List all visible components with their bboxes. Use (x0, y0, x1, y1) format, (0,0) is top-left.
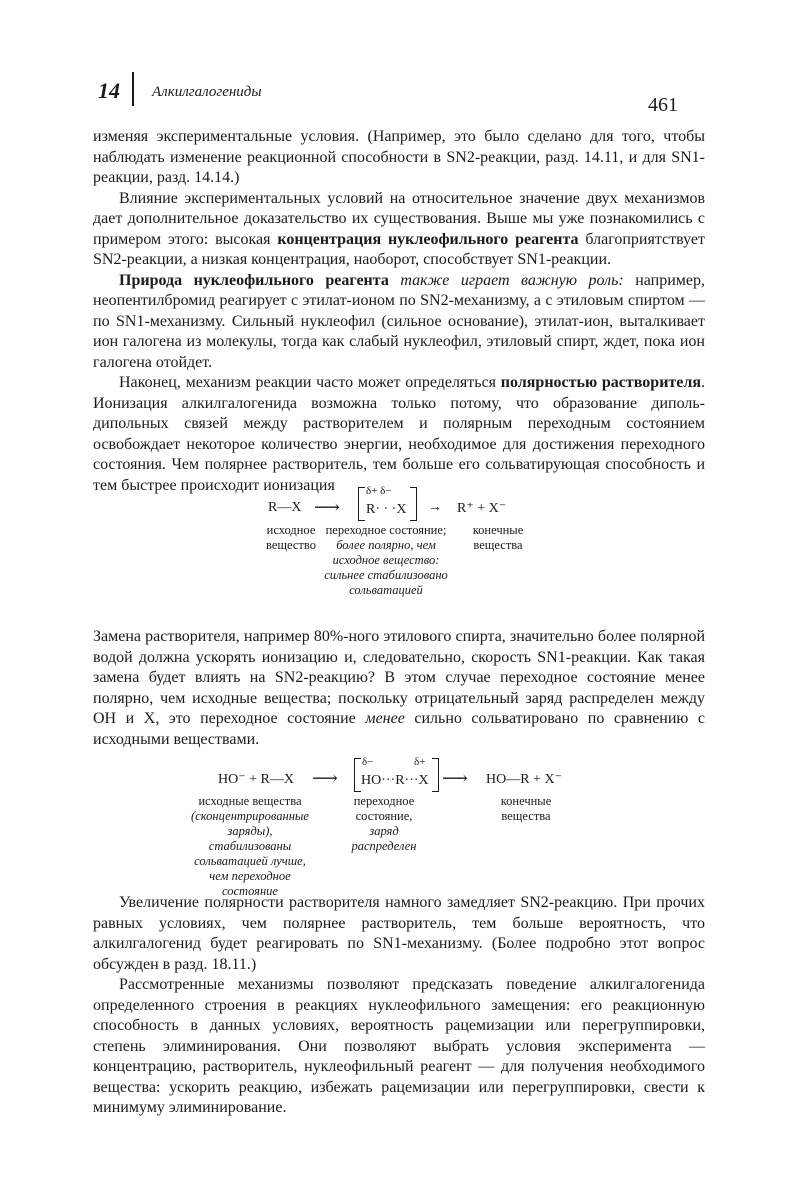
paragraph-4-c: . Ионизация алкилгалогенида возможна только потому, что образование диполь-дипольных связей между растворителем и полярным переходным состоянием освобождает некоторое количество энергии, необходимое для достижения переходного состояния. Чем полярнее растворитель, тем больше его сольватирующая способность и тем быстрее происходит ионизация (93, 374, 706, 494)
paragraph-2 (93, 189, 705, 271)
scheme1-arrow-2: → (428, 500, 442, 515)
scheme2-arrow-2: ⟶ (442, 768, 468, 788)
paragraph-5-italic: менее (365, 710, 405, 727)
scheme1-caption-ts (324, 523, 448, 598)
page-number: 461 (648, 94, 678, 116)
scheme2-bracket-left (354, 758, 361, 792)
chapter-title: Алкилгалогениды (152, 84, 262, 100)
scheme2-ts-charge-left: δ− (362, 756, 374, 768)
scheme1-caption-products: конечные вещества (472, 523, 524, 552)
paragraph-1: изменяя экспериментальные условия. (Например, это было сделано для того, чтобы наблюдать изменение реакционной способности в SN2-реакции, разд. 14.11, и для SN1-реакции, разд. 14.14.) (93, 128, 705, 186)
paragraph-3-bold: Природа нуклеофильного реагента (119, 271, 389, 289)
scheme1-caption-ts-main: переходное состояние; (325, 523, 447, 537)
header-divider (132, 72, 134, 106)
paragraph-2-a: Влияние экспериментальных условий на относительное значение двух механизмов дает дополнительное доказательство их существования. Выше мы уже познакомились с примером этого: высокая (93, 189, 705, 248)
scheme1-caption-ts-note: более полярно, чем исходное вещество: сильнее стабилизовано сольватацией (324, 538, 448, 597)
scheme2-caption-reactants-note: (сконцентрированные заряды), стабилизованы сольватацией лучше, чем переходное состояние (191, 809, 309, 898)
text-block-middle (93, 627, 705, 750)
scheme2-products: HO—R + X⁻ (486, 772, 562, 787)
paragraph-5-c: сильно сольватировано по сравнению с исходными веществами. (93, 710, 706, 748)
scheme2-ts-charge-right: δ+ (414, 756, 426, 768)
scheme1-arrow-1: ⟶ (314, 497, 340, 517)
scheme2-caption-ts (338, 794, 430, 854)
chapter-number: 14 (98, 78, 120, 103)
scheme2-arrow-1: ⟶ (312, 768, 338, 788)
paragraph-2-bold: концентрация нуклеофильного реагента (277, 230, 579, 248)
scheme2-caption-reactants-main: исходные вещества (198, 794, 302, 808)
scheme1-bracket-right (410, 487, 417, 521)
scheme2-reactants: HO⁻ + R—X (218, 772, 294, 787)
scheme1-ts-charges: δ+ δ− (366, 485, 392, 497)
scheme1-caption-reactant: исходное вещество (266, 523, 316, 552)
paragraph-4 (93, 373, 705, 496)
paragraph-3 (93, 271, 705, 374)
paragraph-7: Рассмотренные механизмы позволяют предсказать поведение алкилгалогенида определенного строения в реакциях нуклеофильного замещения: его реакционную способность в данных условиях, вероятность рацемизации или перегруппировки, степень элиминирования. Они позволяют выбрать условия эксперимента — концентрацию, растворитель, нуклеофильный реагент — для получения необходимого вещества: ускорить реакцию, избежать рацемизации или перегруппировки, свести к минимуму элиминирование. (93, 976, 705, 1116)
paragraph-4-a: Наконец, механизм реакции часто может определяться (119, 374, 497, 391)
scheme2-bracket-right (432, 758, 439, 792)
paragraph-3-italic: также играет важную роль: (400, 271, 624, 289)
text-block-bottom (93, 893, 705, 1119)
scheme2-ts-body: HO···R···X (361, 773, 429, 788)
scheme1-ts-body: R· · ·X (366, 502, 407, 517)
paragraph-4-bold: полярностью растворителя (500, 374, 702, 391)
scheme1-bracket-left (358, 487, 365, 521)
text-block-top (93, 127, 705, 496)
scheme2-caption-products: конечные вещества (500, 794, 552, 823)
paragraph-5-a: Замена растворителя, например 80%-ного этилового спирта, значительно более полярной водой должна ускорять ионизацию и, следовательно, скорость SN1-реакции. Как такая замена будет влиять на SN2-реакцию? В этом случае переходное состояние менее полярно, чем исходные вещества; поскольку отрицательный заряд распределен между OH и X, это переходное состояние (93, 628, 705, 727)
scheme2-caption-ts-main: переходное состояние, (353, 794, 415, 823)
paragraph-3-c: например, неопентилбромид реагирует с этилат-ионом по SN2-механизму, а с этиловым спиртом — по SN1-механизму. Сильный нуклеофил (сильное основание), этилат-ион, выталкивает ион галогена из молекулы, тогда как слабый нуклеофил, этиловый спирт, ждет, пока ион галогена отойдет. (93, 271, 706, 371)
paragraph-5 (93, 627, 705, 750)
scheme2-caption-reactants (190, 794, 310, 899)
scheme2-caption-ts-note: заряд распределен (351, 824, 417, 853)
paragraph-2-c: благоприятствует SN2-реакции, а низкая концентрация, наоборот, способствует SN1-реакции. (93, 230, 706, 268)
scheme1-products: R⁺ + X⁻ (457, 501, 507, 516)
scheme1-reactant: R—X (268, 500, 302, 515)
paragraph-6: Увеличение полярности растворителя намного замедляет SN2-реакцию. При прочих равных условиях, чем полярнее растворитель, тем больше вероятность, что алкилгалогенид будет реагировать по SN1-механизму. (Более подробно этот вопрос обсужден в разд. 18.11.) (93, 894, 705, 973)
